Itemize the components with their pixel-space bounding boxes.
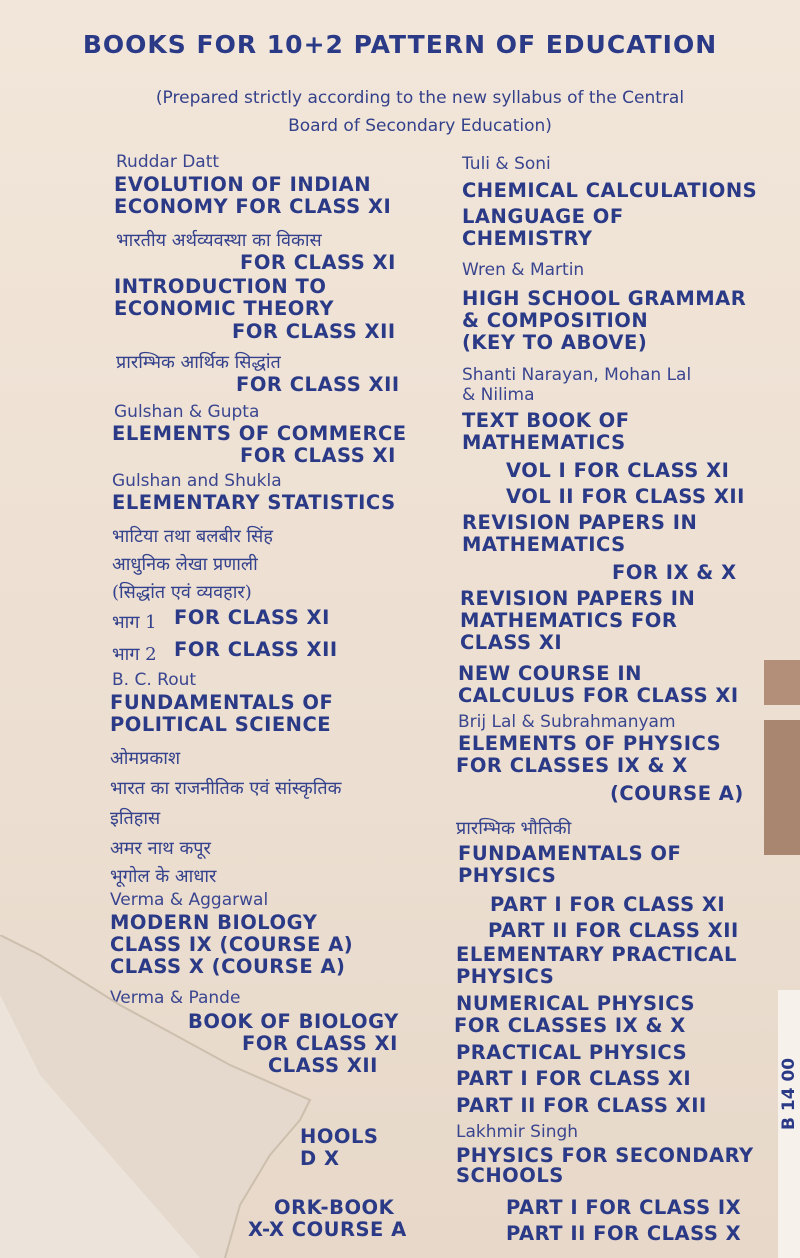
- edge-code: B 14 00: [779, 1057, 799, 1130]
- torn-edge-mark: [764, 660, 800, 705]
- book-title: ELEMENTS OF COMMERCE: [112, 422, 407, 445]
- author: Lakhmir Singh: [456, 1122, 579, 1142]
- hindi-author: अमर नाथ कपूर: [110, 838, 211, 859]
- class-line: FOR CLASS XI: [174, 606, 330, 629]
- book-title: EVOLUTION OF INDIAN: [114, 173, 372, 196]
- book-title: ORK-BOOK: [274, 1196, 395, 1219]
- book-title: ELEMENTARY PRACTICAL: [456, 943, 737, 966]
- class-line: FOR CLASS XI: [240, 251, 396, 274]
- class-line: VOL II FOR CLASS XII: [506, 485, 745, 508]
- class-line: PART II FOR CLASS X: [506, 1222, 742, 1245]
- book-title: X-X COURSE A: [248, 1218, 407, 1241]
- hindi-author: ओमप्रकाश: [110, 748, 181, 769]
- book-title: PRACTICAL PHYSICS: [456, 1041, 688, 1064]
- class-line: PART I FOR CLASS XI: [490, 893, 726, 916]
- book-title: D X: [300, 1147, 340, 1170]
- hindi-title: प्रारम्भिक भौतिकी: [456, 818, 572, 839]
- book-title: BOOK OF BIOLOGY: [188, 1010, 399, 1033]
- author: Gulshan & Gupta: [114, 402, 260, 422]
- class-line: FOR CLASS XII: [174, 638, 338, 661]
- book-title: CLASS IX (COURSE A): [110, 933, 354, 956]
- author: Shanti Narayan, Mohan Lal: [462, 365, 692, 385]
- book-title: MODERN BIOLOGY: [110, 911, 318, 934]
- book-title: SCHOOLS: [456, 1164, 564, 1187]
- torn-edge-mark: [764, 720, 800, 855]
- book-title: ECONOMIC THEORY: [114, 297, 334, 320]
- book-title: CLASS X (COURSE A): [110, 955, 346, 978]
- book-title: NUMERICAL PHYSICS: [456, 992, 696, 1015]
- book-title: ELEMENTS OF PHYSICS: [458, 732, 722, 755]
- book-title: FOR CLASSES IX & X: [454, 1014, 686, 1037]
- book-title: CLASS XI: [460, 631, 563, 654]
- book-title: CHEMICAL CALCULATIONS: [462, 179, 758, 202]
- book-title: FUNDAMENTALS OF: [110, 691, 334, 714]
- class-line: PART II FOR CLASS XII: [488, 919, 739, 942]
- book-title: FUNDAMENTALS OF: [458, 842, 682, 865]
- class-line: FOR CLASS XII: [232, 320, 396, 343]
- author: Ruddar Datt: [116, 152, 220, 172]
- class-line: PART II FOR CLASS XII: [456, 1094, 707, 1117]
- torn-corner: [0, 935, 320, 1258]
- book-title: FOR CLASS XI: [242, 1032, 398, 1055]
- book-title: CHEMISTRY: [462, 227, 593, 250]
- book-title: HIGH SCHOOL GRAMMAR: [462, 287, 747, 310]
- class-line: FOR IX & X: [612, 561, 737, 584]
- subtitle-line-2: Board of Secondary Education): [288, 116, 552, 136]
- book-title: POLITICAL SCIENCE: [110, 713, 332, 736]
- book-title: ELEMENTARY STATISTICS: [112, 491, 396, 514]
- hindi-title: भारत का राजनीतिक एवं सांस्कृतिक: [110, 778, 342, 799]
- hindi-title: आधुनिक लेखा प्रणाली: [112, 554, 258, 575]
- class-line: PART I FOR CLASS IX: [506, 1196, 742, 1219]
- hindi-author: भाटिया तथा बलबीर सिंह: [112, 526, 273, 547]
- page-subtitle: [60, 84, 780, 140]
- hindi-part: भाग 1: [112, 612, 157, 633]
- subtitle-line-1: (Prepared strictly according to the new syllabus of the Central: [155, 88, 685, 108]
- book-title: REVISION PAPERS IN: [460, 587, 696, 610]
- hindi-title: भारतीय अर्थव्यवस्था का विकास: [116, 230, 322, 251]
- book-title: NEW COURSE IN: [458, 662, 642, 685]
- book-title: MATHEMATICS: [462, 533, 626, 556]
- book-title: MATHEMATICS FOR: [460, 609, 678, 632]
- book-title: PHYSICS FOR SECONDARY: [456, 1144, 754, 1167]
- author: Tuli & Soni: [462, 154, 551, 174]
- page-title: BOOKS FOR 10+2 PATTERN OF EDUCATION: [82, 30, 718, 59]
- class-line: FOR CLASS XI: [240, 444, 396, 467]
- author: Wren & Martin: [462, 260, 585, 280]
- book-title: & COMPOSITION: [462, 309, 649, 332]
- book-title: INTRODUCTION TO: [114, 275, 327, 298]
- hindi-part: भाग 2: [112, 644, 157, 665]
- author: Brij Lal & Subrahmanyam: [458, 712, 676, 732]
- class-line: VOL I FOR CLASS XI: [506, 459, 730, 482]
- book-title: LANGUAGE OF: [462, 205, 624, 228]
- book-title: REVISION PAPERS IN: [462, 511, 698, 534]
- book-title: HOOLS: [300, 1125, 379, 1148]
- hindi-subtitle: (सिद्धांत एवं व्यवहार): [112, 582, 252, 603]
- author: Verma & Pande: [110, 988, 241, 1008]
- class-line: PART I FOR CLASS XI: [456, 1067, 692, 1090]
- author: Gulshan and Shukla: [112, 471, 282, 491]
- book-title: MATHEMATICS: [462, 431, 626, 454]
- hindi-title: प्रारम्भिक आर्थिक सिद्धांत: [116, 352, 281, 373]
- book-title: ECONOMY FOR CLASS XI: [114, 195, 392, 218]
- book-title: TEXT BOOK OF: [462, 409, 630, 432]
- book-title: PHYSICS: [456, 965, 555, 988]
- book-title: CALCULUS FOR CLASS XI: [458, 684, 739, 707]
- hindi-title: इतिहास: [110, 808, 161, 829]
- hindi-title: भूगोल के आधार: [110, 866, 217, 887]
- book-title: FOR CLASSES IX & X: [456, 754, 688, 777]
- class-line: (COURSE A): [610, 782, 744, 805]
- book-title: (KEY TO ABOVE): [462, 331, 648, 354]
- author: B. C. Rout: [112, 670, 197, 690]
- book-title: CLASS XII: [268, 1054, 378, 1077]
- author: Verma & Aggarwal: [110, 890, 269, 910]
- book-title: PHYSICS: [458, 864, 557, 887]
- class-line: FOR CLASS XII: [236, 373, 400, 396]
- author: & Nilima: [462, 385, 535, 405]
